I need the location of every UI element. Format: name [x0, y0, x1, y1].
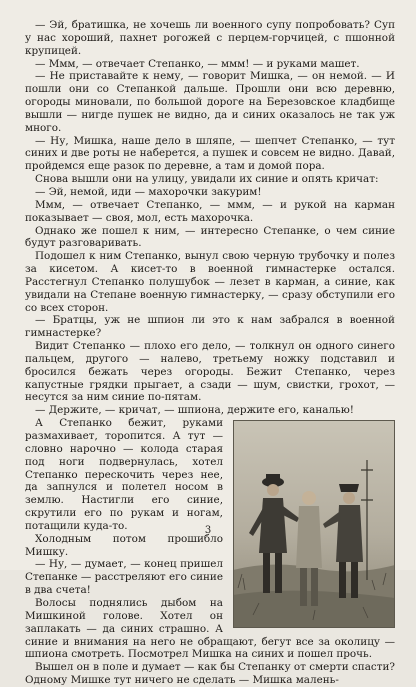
paragraph: Видит Степанко — плохо его дело, — толкнул он одного синего пальцем, другого — налево, третьему ножку подставил и бросился бежать через огороды. Бежит Степанко, через капустные грядки прыгает, а сзади — шум, свистки, грохот, — несутся за ним синие по-пятам. [25, 340, 395, 404]
paragraph: Холодным потом прошибло Мишку. [25, 532, 223, 558]
paragraph: — Держите, — кричат, — шпиона, держите его, каналью! [35, 404, 354, 417]
paragraph: А Степанко бежит, руками размахивает, торопится. А тут — словно нарочно — колода старая под ноги подвернулась, хотел Степанко перескочить через нее, да запнулся и полетел носом в землю. Настигли его синие, скрутили его по рукам и ногам, потащили куда-то. [25, 417, 223, 532]
paragraph: — Ммм, — отвечает Степанко, — ммм! — и руками машет. [35, 57, 360, 70]
paragraph: Однако же пошел к ним, — интересно Степанке, о чем синие будут разговаривать. [25, 224, 395, 250]
paragraph: — Эй, немой, иди — махорочки закурим! [35, 185, 262, 198]
paragraph: — Ну, — думает, — конец пришел Степанке — расстреляют его синие в два счета! [25, 558, 223, 597]
page-number: 3 [204, 525, 212, 536]
paragraph: Снова вышли они на улицу, увидали их синие и опять кричат: [35, 173, 379, 186]
page-text [25, 19, 395, 687]
paragraph: — Эй, братишка, не хочешь ли военного супу попробовать? Суп у нас хороший, пахнет рогожей с перцем-горчицей, с пшонной крупицей. [25, 19, 395, 57]
paragraph: Волосы поднялись дыбом на Мишкиной голове. Хотел он заплакать — да синих страшно. А синие и внимания на него не обращают, бегут все за околицу — шпиона смотреть. Посмотрел Мишка на синих и пошел прочь. [25, 596, 395, 661]
paragraph: Ммм, — отвечает Степанко, — ммм, — и рукой на карман показывает — своя, мол, есть махорочка. [25, 198, 395, 224]
paragraph: — Не приставайте к нему, — говорит Мишка, — он немой. — И пошли они со Степанкой дальше. Прошли они всю деревню, огороды миновали, по большой дороге на Березовское кладбище вышли — нигде пушек не видно, да и синих оказалось не так уж много. [25, 70, 395, 134]
paragraph: — Ну, Мишка, наше дело в шляпе, — шепчет Степанко, — тут синих и две роты не наберется, а пушек и совсем не видно. Давай, пройдемся еще разок по деревне, а там и домой пора. [25, 134, 395, 173]
paragraph: — Братцы, уж не шпион ли это к нам забрался в военной гимнастерке? [25, 314, 395, 340]
paragraph: Вышел он в поле и думает — как бы Степанку от смерти спасти? Одному Мишке тут ничего не сделать — Мишка малень- [25, 661, 395, 687]
paragraph: Подошел к ним Степанко, вынул свою черную трубочку и полез за кисетом. А кисет-то в военной гимнастерке остался. Расстегнул Степанко полушубок — лезет в карман, а синие, как увидали на Степане военную гимнастерку, — сразу обступили его со всех сторон. [25, 250, 395, 314]
